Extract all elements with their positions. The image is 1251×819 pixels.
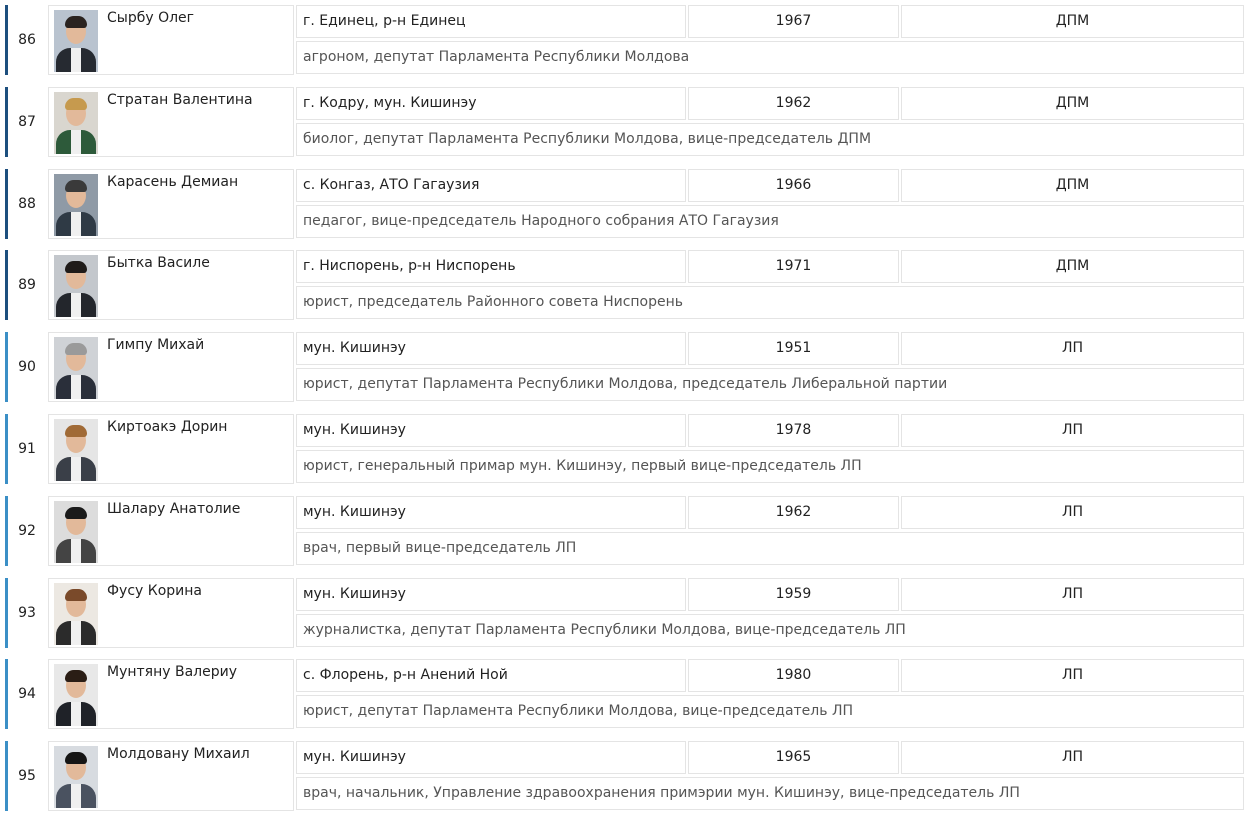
location-cell: мун. Кишинэу: [296, 414, 686, 447]
person-name: Бытка Василе: [107, 255, 210, 271]
person-cell: [48, 496, 294, 566]
candidate-row: [5, 496, 1241, 566]
row-number: 89: [18, 277, 36, 293]
row-number: 90: [18, 359, 36, 375]
biography-cell: журналистка, депутат Парламента Республики Молдова, вице-председатель ЛП: [296, 614, 1244, 647]
photo-shirt: [71, 457, 81, 481]
party-cell: ДПМ: [901, 169, 1244, 202]
photo-hair: [65, 343, 87, 355]
person-cell: [48, 5, 294, 75]
photo-hair: [65, 180, 87, 192]
row-number: 92: [18, 523, 36, 539]
person-cell: [48, 578, 294, 648]
birth-year-cell: 1951: [688, 332, 899, 365]
person-name: Шалару Анатолие: [107, 501, 241, 517]
person-photo-icon: [54, 583, 98, 645]
candidate-row: [5, 741, 1241, 811]
birth-year-cell: 1965: [688, 741, 899, 774]
biography-cell: биолог, депутат Парламента Республики Молдова, вице-председатель ДПМ: [296, 123, 1244, 156]
person-name: Киртоакэ Дорин: [107, 419, 228, 435]
photo-shirt: [71, 130, 81, 154]
person-name: Гимпу Михай: [107, 337, 205, 353]
candidate-row: [5, 414, 1241, 484]
birth-year-cell: 1966: [688, 169, 899, 202]
photo-shirt: [71, 621, 81, 645]
location-cell: г. Единец, р-н Единец: [296, 5, 686, 38]
candidate-row: [5, 250, 1241, 320]
photo-hair: [65, 589, 87, 601]
photo-shirt: [71, 539, 81, 563]
person-photo-icon: [54, 501, 98, 563]
person-name: Фусу Корина: [107, 583, 202, 599]
person-photo-icon: [54, 174, 98, 236]
row-number: 86: [18, 32, 36, 48]
photo-shirt: [71, 375, 81, 399]
candidate-row: [5, 5, 1241, 75]
biography-cell: агроном, депутат Парламента Республики Молдова: [296, 41, 1244, 74]
person-cell: [48, 659, 294, 729]
person-cell: [48, 332, 294, 402]
biography-cell: врач, первый вице-председатель ЛП: [296, 532, 1244, 565]
photo-shirt: [71, 293, 81, 317]
location-cell: с. Конгаз, АТО Гагаузия: [296, 169, 686, 202]
location-cell: мун. Кишинэу: [296, 332, 686, 365]
location-cell: г. Кодру, мун. Кишинэу: [296, 87, 686, 120]
person-photo-icon: [54, 337, 98, 399]
birth-year-cell: 1959: [688, 578, 899, 611]
person-name: Сырбу Олег: [107, 10, 195, 26]
photo-hair: [65, 670, 87, 682]
birth-year-cell: 1962: [688, 87, 899, 120]
person-cell: [48, 250, 294, 320]
photo-shirt: [71, 48, 81, 72]
party-cell: ЛП: [901, 414, 1244, 447]
person-photo-icon: [54, 419, 98, 481]
party-cell: ДПМ: [901, 250, 1244, 283]
photo-hair: [65, 507, 87, 519]
row-number: 94: [18, 686, 36, 702]
row-number: 87: [18, 114, 36, 130]
party-cell: ЛП: [901, 332, 1244, 365]
row-number: 95: [18, 768, 36, 784]
party-cell: ЛП: [901, 741, 1244, 774]
person-photo-icon: [54, 255, 98, 317]
candidate-row: [5, 659, 1241, 729]
biography-cell: юрист, депутат Парламента Республики Молдова, председатель Либеральной партии: [296, 368, 1244, 401]
location-cell: мун. Кишинэу: [296, 496, 686, 529]
candidate-row: [5, 578, 1241, 648]
birth-year-cell: 1971: [688, 250, 899, 283]
location-cell: мун. Кишинэу: [296, 578, 686, 611]
birth-year-cell: 1967: [688, 5, 899, 38]
biography-cell: юрист, председатель Районного совета Ниспорень: [296, 286, 1244, 319]
party-cell: ДПМ: [901, 87, 1244, 120]
person-name: Карасень Демиан: [107, 174, 239, 190]
candidate-row: [5, 87, 1241, 157]
photo-hair: [65, 425, 87, 437]
person-photo-icon: [54, 746, 98, 808]
birth-year-cell: 1978: [688, 414, 899, 447]
biography-cell: юрист, депутат Парламента Республики Молдова, вице-председатель ЛП: [296, 695, 1244, 728]
party-cell: ЛП: [901, 496, 1244, 529]
biography-cell: врач, начальник, Управление здравоохранения примэрии мун. Кишинэу, вице-председатель ЛП: [296, 777, 1244, 810]
candidate-row: [5, 332, 1241, 402]
person-name: Мунтяну Валериу: [107, 664, 237, 680]
person-cell: [48, 741, 294, 811]
location-cell: г. Ниспорень, р-н Ниспорень: [296, 250, 686, 283]
location-cell: мун. Кишинэу: [296, 741, 686, 774]
photo-hair: [65, 98, 87, 110]
biography-cell: педагог, вице-председатель Народного собрания АТО Гагаузия: [296, 205, 1244, 238]
birth-year-cell: 1980: [688, 659, 899, 692]
party-cell: ЛП: [901, 578, 1244, 611]
person-cell: [48, 87, 294, 157]
party-cell: ЛП: [901, 659, 1244, 692]
row-number: 88: [18, 196, 36, 212]
photo-hair: [65, 752, 87, 764]
person-photo-icon: [54, 92, 98, 154]
biography-cell: юрист, генеральный примар мун. Кишинэу, первый вице-председатель ЛП: [296, 450, 1244, 483]
row-number: 93: [18, 605, 36, 621]
person-photo-icon: [54, 664, 98, 726]
photo-shirt: [71, 212, 81, 236]
person-name: Молдовану Михаил: [107, 746, 250, 762]
person-photo-icon: [54, 10, 98, 72]
location-cell: с. Флорень, р-н Анений Ной: [296, 659, 686, 692]
photo-hair: [65, 16, 87, 28]
photo-shirt: [71, 784, 81, 808]
person-cell: [48, 414, 294, 484]
birth-year-cell: 1962: [688, 496, 899, 529]
person-cell: [48, 169, 294, 239]
photo-shirt: [71, 702, 81, 726]
photo-hair: [65, 261, 87, 273]
person-name: Стратан Валентина: [107, 92, 253, 108]
row-number: 91: [18, 441, 36, 457]
candidate-row: [5, 169, 1241, 239]
party-cell: ДПМ: [901, 5, 1244, 38]
